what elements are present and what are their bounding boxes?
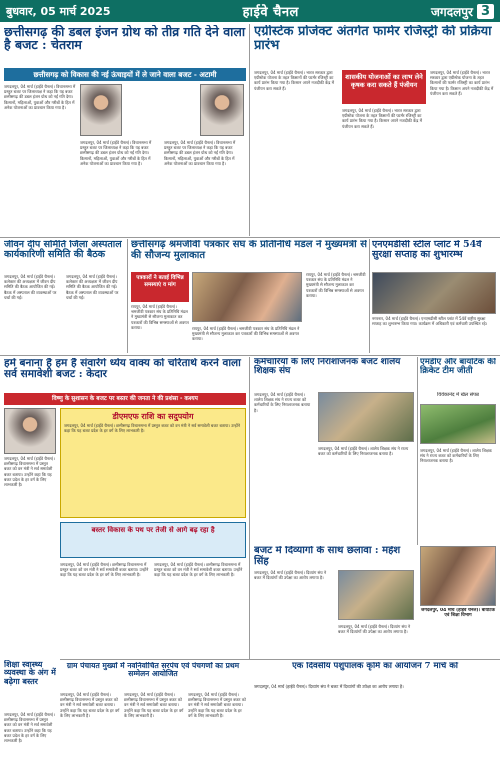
page-number: 3: [477, 4, 494, 19]
story4-boxnote: पत्रकारों ने बताई विभिन्न समस्याएं व मांग: [131, 272, 189, 302]
story1-subheadline: छत्तीसगढ़ को विकास की नई ऊंचाइयों में ले जाने वाला बजट - अटामी: [4, 68, 246, 81]
story8-headline: एमडीए और बायोटेक की क्रिकेट टीम जीती: [420, 358, 496, 376]
story7-body: जगदलपुर, 04 मार्च (हाईवे चैनल)। शालेय शिक्षक संघ ने राज्य बजट को कर्मचारियों के लिए निराशाजनक बताया है।: [254, 392, 311, 413]
story4-body-2: रायपुर, 04 मार्च (हाईवे चैनल)। श्रमजीवी पत्रकार संघ के प्रतिनिधि मंडल ने मुख्यमंत्री से सौजन्य मुलाकात कर पत्रकारों की विभिन्न समस्याओं से अवगत कराया।: [192, 326, 300, 342]
story8-caption: विवेकानंद में खेल संपन्न: [437, 392, 479, 398]
divider: [417, 357, 418, 545]
divider: [0, 237, 500, 238]
story1-body: जगदलपुर, 04 मार्च (हाईवे चैनल)। विधानसभा में प्रस्तुत बजट पर जिलाध्यक्ष ने कहा कि यह बजट छत्तीसगढ़ की डबल इंजन ग्रोथ को नई गति देगा। किसानों, महिलाओं, युवाओं और गरीबों के हित में अनेक योजनाओं का प्रावधान किया गया है।: [4, 84, 76, 110]
story9-headline: बजट में दिव्यांगों के साथ छलावा : महेश सिंह: [254, 546, 401, 566]
story9-body: जगदलपुर, 04 मार्च (हाईवे चैनल)। दिव्यांग संघ ने बजट में दिव्यांगों की उपेक्षा का आरोप लगाया है।: [254, 570, 327, 581]
story7-photo: [318, 392, 414, 442]
story6-subheadline: विष्णु के सुशासन के बजट पर बस्तर की जनता ने की प्रशंसा - कश्यप: [4, 393, 246, 405]
header-city-name: जगदलपुर: [431, 4, 473, 19]
story7-headline: कर्मचारियों के लिए निराशाजनक बजट शालेय शिक्षक संघ: [254, 358, 401, 377]
story3-body: जगदलपुर, 04 मार्च (हाईवे चैनल)। कलेक्टर की अध्यक्षता में जीवन दीप समिति की बैठक आयोजित की गई। बैठक में अस्पताल की व्यवस्थाओं पर चर्चा की गई।: [4, 274, 57, 300]
story6-box-title: डीएमएफ राशि का सदुपयोग: [112, 412, 194, 421]
story11-headline: ग्राम पंचायत मुख्यों में नवनिर्वाचित सरपंच एवं पंचगणों का प्रथम सम्मेलन आयोजित: [66, 662, 240, 678]
story10-body: जगदलपुर, 04 मार्च (हाईवे चैनल)। छत्तीसगढ़ विधानसभा में प्रस्तुत बजट को वन मंत्री ने सर्व समावेशी बजट बताया। उन्होंने कहा कि यह बजट प्रदेश के हर वर्ग के लिए लाभकारी है।: [4, 712, 55, 743]
divider: [127, 239, 128, 353]
story6-body-2: जगदलपुर, 04 मार्च (हाईवे चैनल)। छत्तीसगढ़ विधानसभा में प्रस्तुत बजट को वन मंत्री ने सर्व समावेशी बजट बताया। उन्होंने कहा कि यह बजट प्रदेश के हर वर्ग के लिए लाभकारी है।: [60, 562, 149, 578]
story2-body-2: जगदलपुर, 04 मार्च (हाईवे चैनल)। भारत सरकार द्वारा एग्रीस्टेक योजना के तहत किसानों की फार्मर रजिस्ट्री का कार्य प्रारंभ किया गया है। किसान अपने नजदीकी केंद्र में पंजीयन करा सकते हैं।: [342, 108, 423, 129]
story8-photo: [420, 404, 496, 444]
story5-headline: एनएमडीसी स्टील प्लांट में 54वें सुरक्षा सप्ताह का शुभारम्भ: [372, 240, 482, 260]
story11-body-3: जगदलपुर, 04 मार्च (हाईवे चैनल)। छत्तीसगढ़ विधानसभा में प्रस्तुत बजट को वन मंत्री ने सर्व समावेशी बजट बताया। उन्होंने कहा कि यह बजट प्रदेश के हर वर्ग के लिए लाभकारी है।: [188, 692, 246, 718]
divider: [0, 355, 500, 356]
story6-box: [60, 408, 246, 518]
story1-body-3: जगदलपुर, 04 मार्च (हाईवे चैनल)। विधानसभा में प्रस्तुत बजट पर जिलाध्यक्ष ने कहा कि यह बजट छत्तीसगढ़ की डबल इंजन ग्रोथ को नई गति देगा। किसानों, महिलाओं, युवाओं और गरीबों के हित में अनेक योजनाओं का प्रावधान किया गया है।: [164, 140, 236, 166]
story7-body-2: जगदलपुर, 04 मार्च (हाईवे चैनल)। शालेय शिक्षक संघ ने राज्य बजट को कर्मचारियों के लिए निराशाजनक बताया है।: [318, 446, 409, 457]
story6-body: जगदलपुर, 04 मार्च (हाईवे चैनल)। छत्तीसगढ़ विधानसभा में प्रस्तुत बजट को वन मंत्री ने सर्व समावेशी बजट बताया। उन्होंने कहा कि यह बजट प्रदेश के हर वर्ग के लिए लाभकारी है।: [4, 456, 55, 487]
story12-caption: जगदलपुर, 04 मार्च (हाईवे चैनल)। बायोटेक एवं शिक्षा विभाग: [421, 608, 495, 619]
story4-headline: छत्तीसगढ़ श्रमजीवी पत्रकार संघ के प्रतिनिधि मंडल ने मुख्यमंत्री से की सौजन्य मुलाकात: [131, 240, 367, 261]
story10-headline: शिक्षा स्वास्थ्य व्यवस्था के अंग में बढ़ेगा बस्तर: [4, 660, 56, 686]
story6-q-box: [60, 522, 246, 558]
story1-photo-2: [200, 84, 244, 136]
divider: [249, 24, 250, 236]
story8-body: जगदलपुर, 04 मार्च (हाईवे चैनल)। शालेय शिक्षक संघ ने राज्य बजट को कर्मचारियों के लिए निराशाजनक बताया है।: [420, 448, 492, 464]
header-section: हाईवे चैनल: [242, 5, 299, 20]
story1-photo: [80, 84, 122, 136]
story6-photo: [4, 408, 56, 454]
story12-body: जगदलपुर, 04 मार्च (हाईवे चैनल)। दिव्यांग संघ ने बजट में दिव्यांगों की उपेक्षा का आरोप लगाया है।: [254, 684, 404, 689]
story4-body: रायपुर, 04 मार्च (हाईवे चैनल)। श्रमजीवी पत्रकार संघ के प्रतिनिधि मंडल ने मुख्यमंत्री से सौजन्य मुलाकात कर पत्रकारों की विभिन्न समस्याओं से अवगत कराया।: [131, 304, 189, 330]
header-city: [431, 3, 494, 20]
divider: [369, 239, 370, 353]
story12-photo: [420, 546, 496, 606]
story12-headline: एक दिवसीय पशुपालक कृमि का आयोजन 7 मार्च को: [292, 662, 458, 671]
story11-body-2: जगदलपुर, 04 मार्च (हाईवे चैनल)। छत्तीसगढ़ विधानसभा में प्रस्तुत बजट को वन मंत्री ने सर्व समावेशी बजट बताया। उन्होंने कहा कि यह बजट प्रदेश के हर वर्ग के लिए लाभकारी है।: [124, 692, 184, 718]
divider: [60, 659, 500, 660]
story1-headline: छत्तीसगढ़ की डबल इंजन ग्रोथ को तीव्र गति देने वाला है बजट : चेतराम: [4, 25, 246, 53]
story6-box-body: जगदलपुर, 04 मार्च (हाईवे चैनल)। छत्तीसगढ़ विधानसभा में प्रस्तुत बजट को वन मंत्री ने सर्व समावेशी बजट बताया। उन्होंने कहा कि यह बजट प्रदेश के हर वर्ग के लिए लाभकारी है।: [64, 422, 240, 433]
story4-body-3: रायपुर, 04 मार्च (हाईवे चैनल)। श्रमजीवी पत्रकार संघ के प्रतिनिधि मंडल ने मुख्यमंत्री से सौजन्य मुलाकात कर पत्रकारों की विभिन्न समस्याओं से अवगत कराया।: [306, 272, 366, 298]
story3-headline: जीवन दीप समिति जिला अस्पताल कार्यकारिणी समिति की बैठक: [4, 240, 122, 260]
story5-body: नगरनार, 04 मार्च (हाईवे चैनल)। एनएमडीसी स्टील प्लांट में 54वें राष्ट्रीय सुरक्षा सप्ताह का शुभारम्भ किया गया। कार्यक्रम में अधिकारी एवं कर्मचारी उपस्थित रहे।: [372, 316, 488, 327]
story2-badge: शासकीय योजनाओं का लाभ लेने कृषक करा सकते हैं पंजीयन: [342, 70, 426, 104]
divider: [249, 357, 250, 659]
story11-body: जगदलपुर, 04 मार्च (हाईवे चैनल)। छत्तीसगढ़ विधानसभा में प्रस्तुत बजट को वन मंत्री ने सर्व समावेशी बजट बताया। उन्होंने कहा कि यह बजट प्रदेश के हर वर्ग के लिए लाभकारी है।: [60, 692, 120, 718]
page-header: [0, 0, 500, 22]
story9-photo: [338, 570, 414, 620]
story6-q-title: बस्तर विकास के पथ पर तेजी से आगे बढ़ रहा है: [91, 526, 215, 534]
story6-headline: हमें बनाना है हम हैं संवारेंगे ध्येय वाक्य को चरितार्थ करने वाला सर्व समावेशी बजट : केदार: [4, 358, 241, 381]
story2-body-3: जगदलपुर, 04 मार्च (हाईवे चैनल)। भारत सरकार द्वारा एग्रीस्टेक योजना के तहत किसानों की फार्मर रजिस्ट्री का कार्य प्रारंभ किया गया है। किसान अपने नजदीकी केंद्र में पंजीयन करा सकते हैं।: [430, 70, 494, 96]
story5-photo: [372, 272, 496, 314]
story6-body-3: जगदलपुर, 04 मार्च (हाईवे चैनल)। छत्तीसगढ़ विधानसभा में प्रस्तुत बजट को वन मंत्री ने सर्व समावेशी बजट बताया। उन्होंने कहा कि यह बजट प्रदेश के हर वर्ग के लिए लाभकारी है।: [154, 562, 243, 578]
story2-headline: एग्रीस्टेक प्रोजेक्ट अंतर्गत फार्मर रजिस्ट्री की प्रक्रिया प्रारंभ: [254, 25, 492, 53]
story9-body-2: जगदलपुर, 04 मार्च (हाईवे चैनल)। दिव्यांग संघ ने बजट में दिव्यांगों की उपेक्षा का आरोप लगाया है।: [338, 624, 411, 635]
header-date: बुधवार, 05 मार्च 2025: [6, 4, 111, 18]
story4-photo: [192, 272, 302, 322]
story3-body-2: जगदलपुर, 04 मार्च (हाईवे चैनल)। कलेक्टर की अध्यक्षता में जीवन दीप समिति की बैठक आयोजित की गई। बैठक में अस्पताल की व्यवस्थाओं पर चर्चा की गई।: [66, 274, 119, 300]
story1-body-2: जगदलपुर, 04 मार्च (हाईवे चैनल)। विधानसभा में प्रस्तुत बजट पर जिलाध्यक्ष ने कहा कि यह बजट छत्तीसगढ़ की डबल इंजन ग्रोथ को नई गति देगा। किसानों, महिलाओं, युवाओं और गरीबों के हित में अनेक योजनाओं का प्रावधान किया गया है।: [80, 140, 152, 166]
story2-body: जगदलपुर, 04 मार्च (हाईवे चैनल)। भारत सरकार द्वारा एग्रीस्टेक योजना के तहत किसानों की फार्मर रजिस्ट्री का कार्य प्रारंभ किया गया है। किसान अपने नजदीकी केंद्र में पंजीयन करा सकते हैं।: [254, 70, 335, 91]
